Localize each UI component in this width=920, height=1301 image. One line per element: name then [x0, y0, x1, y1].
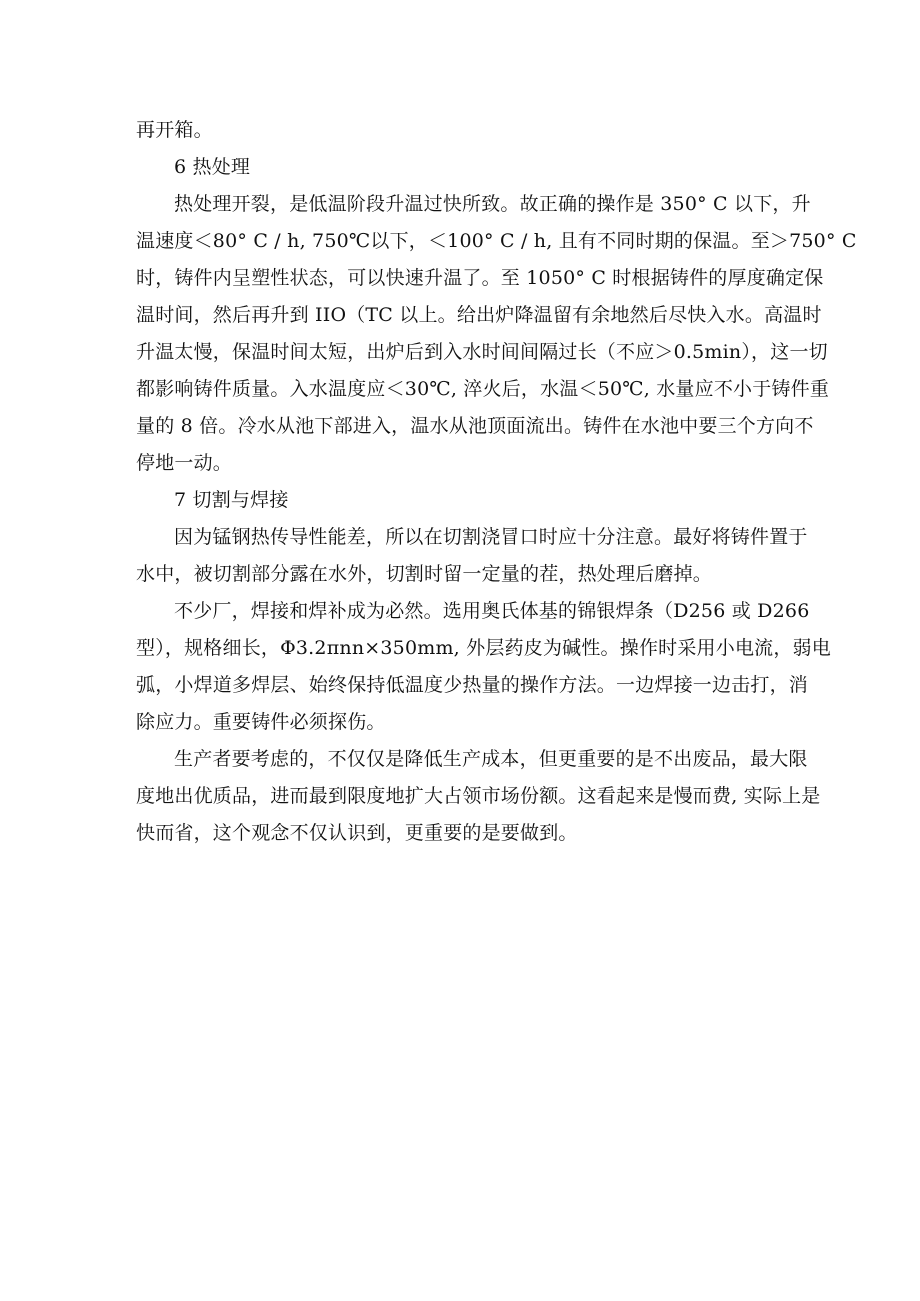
text-line: 再开箱。 [136, 119, 213, 141]
text-line: 升温太慢，保温时间太短，出炉后到入水时间间隔过长（不应＞0.5min），这一切 [136, 341, 828, 363]
text-line: 型），规格细长，Φ3.2πnn×350mm, 外层药皮为碱性。操作时采用小电流，弱电 [136, 637, 831, 659]
text-line: 生产者要考虑的，不仅仅是降低生产成本，但更重要的是不出废品，最大限 [174, 748, 808, 770]
text-line: 时，铸件内呈塑性状态，可以快速升温了。至 1050° C 时根据铸件的厚度确定保 [136, 267, 824, 289]
text-line: 温时间，然后再升到 IIO（TC 以上。给出炉降温留有余地然后尽快入水。高温时 [136, 304, 822, 326]
document-page [136, 112, 857, 852]
text-line: 除应力。重要铸件必须探伤。 [136, 711, 386, 733]
text-line: 度地出优质品，进而最到限度地扩大占领市场份额。这看起来是慢而费, 实际上是 [136, 785, 821, 807]
text-line: 温速度＜80° C / h, 750℃以下，＜100° C / h, 且有不同时期的保温。至＞750° C [136, 230, 857, 252]
text-line: 弧，小焊道多焊层、始终保持低温度少热量的操作方法。一边焊接一边击打，消 [136, 674, 809, 696]
text-line: 停地一动。 [136, 452, 233, 474]
text-line: 快而省，这个观念不仅认识到，更重要的是要做到。 [136, 822, 578, 844]
text-line: 不少厂，焊接和焊补成为必然。选用奥氏体基的锦银焊条（D256 或 D266 [174, 600, 810, 622]
text-line: 水中，被切割部分露在水外，切割时留一定量的茬，热处理后磨掉。 [136, 563, 713, 585]
text-line: 因为锰钢热传导性能差，所以在切割浇冒口时应十分注意。最好将铸件置于 [174, 526, 808, 548]
section-heading: 6 热处理 [174, 156, 251, 178]
text-line: 量的 8 倍。冷水从池下部进入，温水从池顶面流出。铸件在水池中要三个方向不 [136, 415, 814, 437]
text-line: 热处理开裂，是低温阶段升温过快所致。故正确的操作是 350° C 以下，升 [174, 193, 811, 215]
section-heading: 7 切割与焊接 [174, 489, 289, 511]
text-line: 都影响铸件质量。入水温度应＜30℃, 淬火后，水温＜50℃, 水量应不小于铸件重 [136, 378, 830, 400]
